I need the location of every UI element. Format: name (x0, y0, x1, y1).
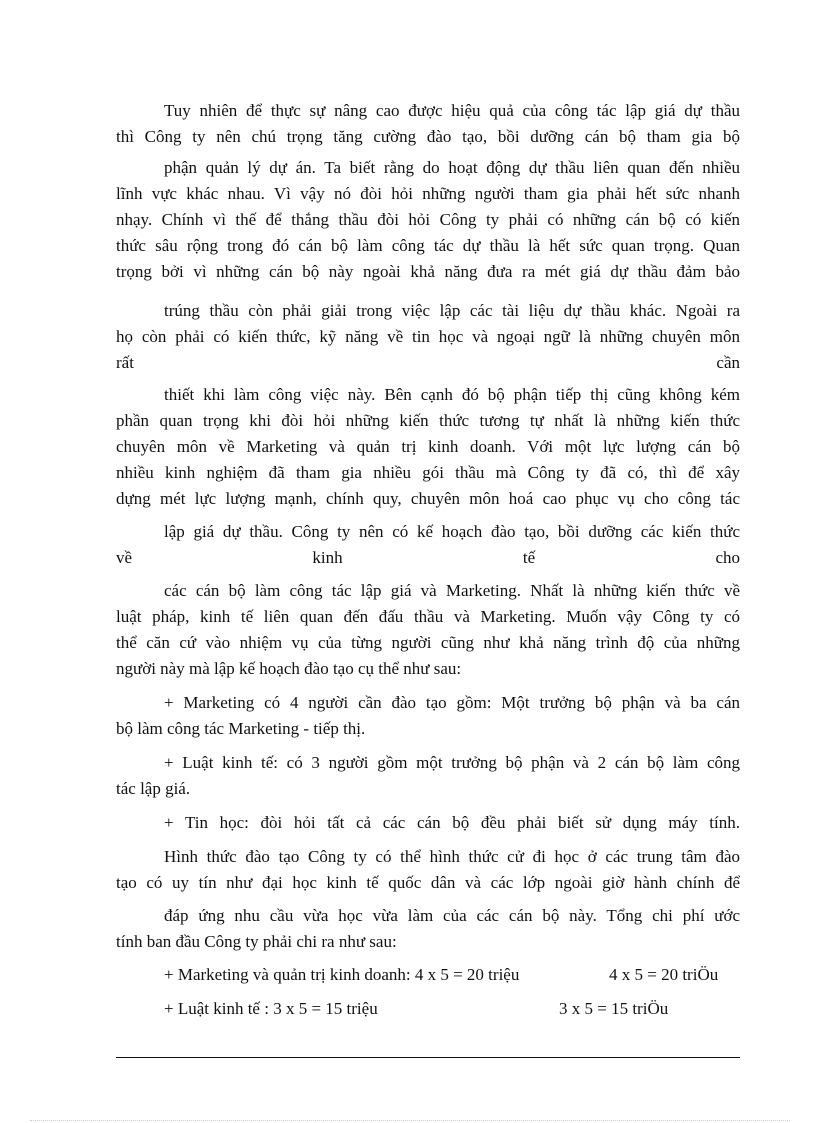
document-body (116, 382, 740, 512)
cost-marketing-value: 4 x 5 = 20 triÖu (609, 965, 719, 984)
text-line: chuyên môn về Marketing và quản trị kinh doanh. Với một lực lượng cán bộ (116, 437, 740, 456)
text-line: phần quan trọng khi đòi hỏi những kiến thức tương tự nhất là những kiến thức (116, 411, 740, 430)
text-line: người này mà lập kế hoạch đào tạo cụ thể như sau: (116, 659, 462, 678)
cost-row-law (116, 996, 740, 1022)
text-line: Hình thức đào tạo Công ty có thể hình thức cử đi học ở các trung tâm đào (164, 847, 740, 866)
text-line: trúng thầu còn phải giải trong việc lập các tài liệu dự thầu khác. Ngoài ra (164, 301, 740, 320)
document-body (116, 519, 740, 571)
list-item-marketing: + Marketing có 4 người cần đào tạo gồm: Một trưởng bộ phận và ba cán (164, 693, 740, 712)
text-line: thể căn cứ vào nhiệm vụ của từng người cũng như khả năng trình độ của những (116, 633, 740, 652)
list-item-it: + Tin học: đòi hỏi tất cả các cán bộ đều phải biết sử dụng máy tính. (164, 813, 740, 832)
text-line: bộ làm công tác Marketing - tiếp thị. (116, 719, 366, 738)
text-line: thiết khi làm công việc này. Bên cạnh đó bộ phận tiếp thị cũng không kém (164, 385, 740, 404)
document-body (116, 98, 740, 150)
document-body (116, 844, 740, 896)
text-line: đáp ứng nhu cầu vừa học vừa làm của các cán bộ này. Tổng chi phí ước (164, 906, 740, 925)
text-line: thức sâu rộng trong đó cán bộ làm công tác dự thầu là hết sức quan trọng. Quan (116, 236, 740, 255)
document-body (116, 298, 740, 376)
text-line: lập giá dự thầu. Công ty nên có kế hoạch đào tạo, bồi dưỡng các kiến thức (164, 522, 740, 541)
document-body (116, 810, 740, 836)
cost-law-value: 3 x 5 = 15 triÖu (559, 999, 669, 1018)
document-body (116, 750, 740, 802)
document-body (116, 155, 740, 285)
text-line: nhiều kinh nghiệm đã tham gia nhiều gói thầu mà Công ty đã có, thì để xây (116, 463, 740, 482)
text-line: thì Công ty nên chú trọng tăng cường đào tạo, bồi dưỡng cán bộ tham gia bộ (116, 127, 740, 146)
document-body (116, 578, 740, 682)
text-line: tính ban đầu Công ty phải chi ra như sau: (116, 932, 397, 951)
text-line: tạo có uy tín như đại học kinh tế quốc dân và các lớp ngoài giờ hành chính để (116, 873, 740, 892)
text-line: luật pháp, kinh tế liên quan đến đấu thầu và Marketing. Muốn vậy Công ty có (116, 607, 740, 626)
text-line: phận quản lý dự án. Ta biết rằng do hoạt động dự thầu liên quan đến nhiều (164, 158, 740, 177)
text-line: dựng mét lực lượng mạnh, chính quy, chuyên môn hoá cao phục vụ cho công tác (116, 489, 740, 508)
document-body (116, 903, 740, 955)
text-line: nhạy. Chính vì thế để thắng thầu đòi hỏi Công ty phải có những cán bộ có kiến (116, 210, 740, 229)
cost-law-label: + Luật kinh tế : 3 x 5 = 15 triệu (164, 999, 378, 1018)
document-body (116, 690, 740, 742)
text-line: lĩnh vực khác nhau. Vì vậy nó đòi hỏi những người tham gia phải hết sức nhanh (116, 184, 740, 203)
cost-row-marketing (116, 962, 740, 988)
text-line: trọng bởi vì những cán bộ này ngoài khả năng đưa ra mét giá dự thầu đảm bảo (116, 262, 740, 281)
text-line: họ còn phải có kiến thức, kỹ năng về tin học và ngoại ngữ là những chuyên môn (116, 327, 740, 346)
text-line: về kinh tế cho (116, 548, 740, 567)
text-line: Tuy nhiên để thực sự nâng cao được hiệu quả của công tác lập giá dự thầu (164, 101, 740, 120)
cost-marketing-label: + Marketing và quản trị kinh doanh: 4 x 5 = 20 triệu (164, 965, 520, 984)
page-edge-dots (30, 1120, 790, 1121)
list-item-law: + Luật kinh tế: có 3 người gồm một trưởng bộ phận và 2 cán bộ làm công (164, 753, 740, 772)
text-line: các cán bộ làm công tác lập giá và Marketing. Nhất là những kiến thức về (164, 581, 740, 600)
footer-rule (116, 1057, 740, 1058)
text-line: rất cần (116, 353, 740, 372)
text-line: tác lập giá. (116, 779, 191, 798)
